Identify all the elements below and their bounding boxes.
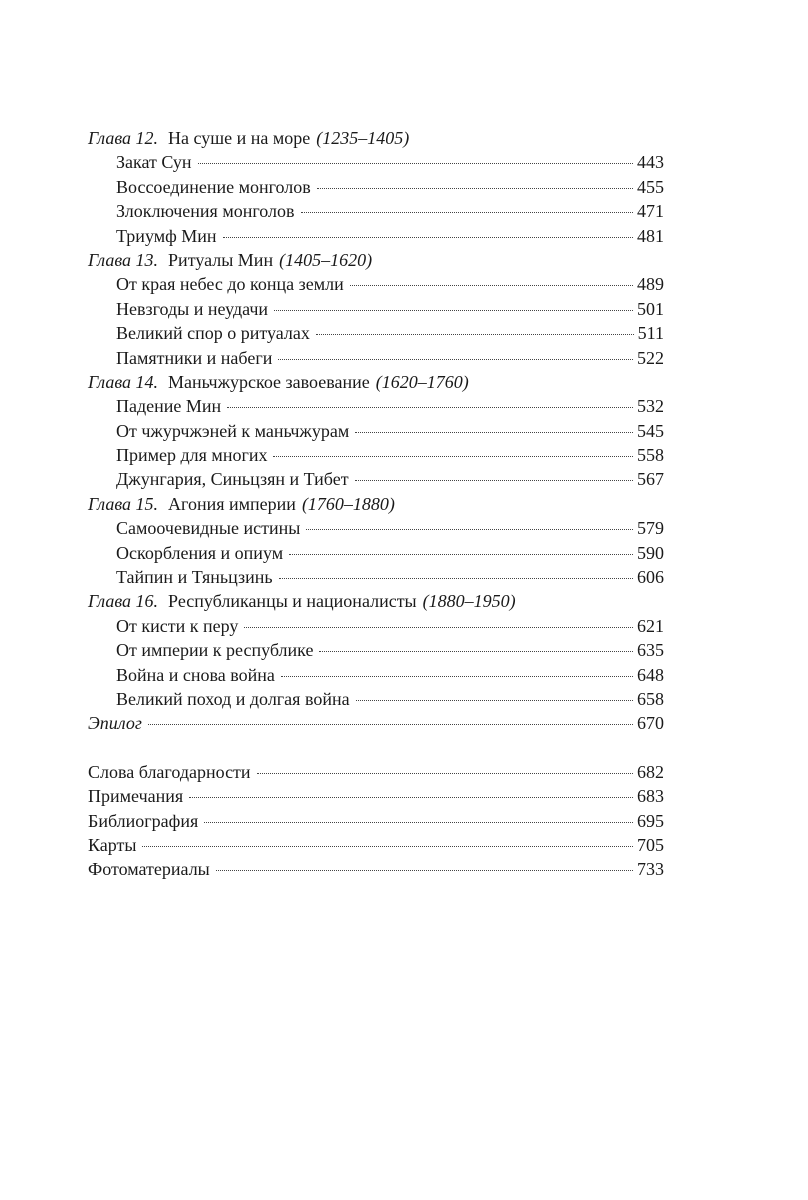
chapter-title: Республиканцы и националисты [168, 591, 417, 612]
dot-leader [216, 870, 633, 871]
entry-title: Триумф Мин [116, 225, 217, 246]
chapter-number: Глава 14. [88, 371, 159, 392]
chapter-heading [88, 248, 664, 272]
dot-leader [355, 480, 633, 481]
page-number: 670 [637, 713, 664, 734]
section-entry [88, 467, 664, 491]
page-number: 558 [637, 445, 664, 466]
entry-title: Фотоматериалы [88, 859, 210, 880]
chapter-number: Глава 16. [88, 591, 159, 612]
entry-title: От края небес до конца земли [116, 274, 344, 295]
back-matter-entry [88, 760, 664, 784]
entry-title: Пример для многих [116, 445, 268, 466]
dot-leader [281, 676, 633, 677]
page-number: 501 [637, 298, 664, 319]
entry-title: От кисти к перу [116, 615, 239, 636]
chapter-dates: (1880–1950) [422, 591, 516, 612]
page-number: 489 [637, 274, 664, 295]
entry-title: Злоключения монголов [116, 201, 295, 222]
chapter-number: Глава 12. [88, 128, 159, 148]
page-number: 443 [637, 152, 664, 173]
dot-leader [223, 237, 633, 238]
dot-leader [204, 822, 633, 823]
page-number: 532 [637, 396, 664, 417]
chapter-number: Глава 15. [88, 493, 159, 514]
section-entry [88, 443, 664, 467]
section-entry [88, 150, 664, 174]
dot-leader [227, 407, 633, 408]
chapter-dates: (1760–1880) [301, 493, 395, 514]
entry-title: Эпилог [88, 713, 142, 734]
page-number: 590 [637, 542, 664, 563]
page-number: 695 [637, 810, 664, 831]
entry-title: Оскорбления и опиум [116, 542, 284, 563]
dot-leader [301, 212, 633, 213]
page-number: 621 [637, 615, 664, 636]
page-number: 471 [637, 201, 664, 222]
page-number: 511 [637, 323, 664, 344]
chapter-title: Маньчжурское завоевание [168, 371, 370, 392]
dot-leader [198, 163, 633, 164]
dot-leader [148, 724, 633, 725]
section-entry [88, 175, 664, 199]
page-number: 635 [637, 640, 664, 661]
section-entry [88, 638, 664, 662]
chapter-dates: (1235–1405) [316, 128, 410, 148]
section-entry [88, 346, 664, 370]
dot-leader [257, 773, 633, 774]
dot-leader [142, 846, 633, 847]
page-number: 683 [637, 786, 664, 807]
dot-leader [279, 578, 633, 579]
dot-leader [317, 188, 633, 189]
page-number: 579 [637, 518, 664, 539]
entry-title: Самоочевидные истины [116, 518, 301, 539]
dot-leader [274, 310, 633, 311]
page-number: 567 [637, 469, 664, 490]
chapter-heading [88, 126, 664, 150]
page-number: 545 [637, 420, 664, 441]
page-number: 648 [637, 664, 664, 685]
dot-leader [355, 432, 633, 433]
chapter-heading [88, 492, 664, 516]
page-number: 481 [637, 225, 664, 246]
epilogue-entry [88, 711, 664, 735]
section-entry [88, 541, 664, 565]
dot-leader [273, 456, 633, 457]
section-entry [88, 272, 664, 296]
dot-leader [306, 529, 633, 530]
dot-leader [244, 627, 633, 628]
table-of-contents [88, 126, 664, 882]
back-matter-entry [88, 857, 664, 881]
page-number: 522 [637, 347, 664, 368]
chapter-title: Агония империи [168, 493, 296, 514]
dot-leader [278, 359, 633, 360]
dot-leader [189, 797, 633, 798]
chapter-title: На суше и на море [168, 128, 311, 148]
entry-title: Памятники и набеги [116, 347, 273, 368]
entry-title: Воссоединение монголов [116, 176, 311, 197]
entry-title: Библиография [88, 810, 199, 831]
section-entry [88, 565, 664, 589]
entry-title: Война и снова война [116, 664, 275, 685]
chapter-number: Глава 13. [88, 249, 159, 270]
entry-title: Великий спор о ритуалах [116, 323, 310, 344]
page-number: 606 [637, 567, 664, 588]
section-entry [88, 394, 664, 418]
chapter-heading [88, 370, 664, 394]
chapter-heading [88, 589, 664, 613]
page-number: 682 [637, 761, 664, 782]
dot-leader [356, 700, 633, 701]
chapter-dates: (1620–1760) [375, 371, 469, 392]
dot-leader [319, 651, 633, 652]
chapter-title: Ритуалы Мин [168, 249, 274, 270]
dot-leader [350, 285, 633, 286]
section-entry [88, 516, 664, 540]
entry-title: Слова благодарности [88, 761, 251, 782]
back-matter-entry [88, 809, 664, 833]
page-number: 733 [637, 859, 664, 880]
entry-title: Джунгария, Синьцзян и Тибет [116, 469, 349, 490]
section-entry [88, 321, 664, 345]
page-number: 455 [637, 176, 664, 197]
spacer [88, 736, 664, 760]
dot-leader [289, 554, 633, 555]
dot-leader [316, 334, 634, 335]
section-entry [88, 687, 664, 711]
section-entry [88, 663, 664, 687]
chapter-dates: (1405–1620) [279, 249, 373, 270]
section-entry [88, 614, 664, 638]
page-number: 658 [637, 688, 664, 709]
page-number: 705 [637, 834, 664, 855]
section-entry [88, 199, 664, 223]
back-matter-entry [88, 784, 664, 808]
entry-title: Невзгоды и неудачи [116, 298, 269, 319]
entry-title: От империи к республике [116, 640, 314, 661]
entry-title: Тайпин и Тяньцзинь [116, 567, 273, 588]
entry-title: Великий поход и долгая война [116, 688, 350, 709]
section-entry [88, 297, 664, 321]
entry-title: Карты [88, 834, 137, 855]
entry-title: От чжурчжэней к маньчжурам [116, 420, 350, 441]
section-entry [88, 419, 664, 443]
back-matter-entry [88, 833, 664, 857]
entry-title: Примечания [88, 786, 184, 807]
entry-title: Падение Мин [116, 396, 222, 417]
section-entry [88, 224, 664, 248]
entry-title: Закат Сун [116, 152, 192, 173]
